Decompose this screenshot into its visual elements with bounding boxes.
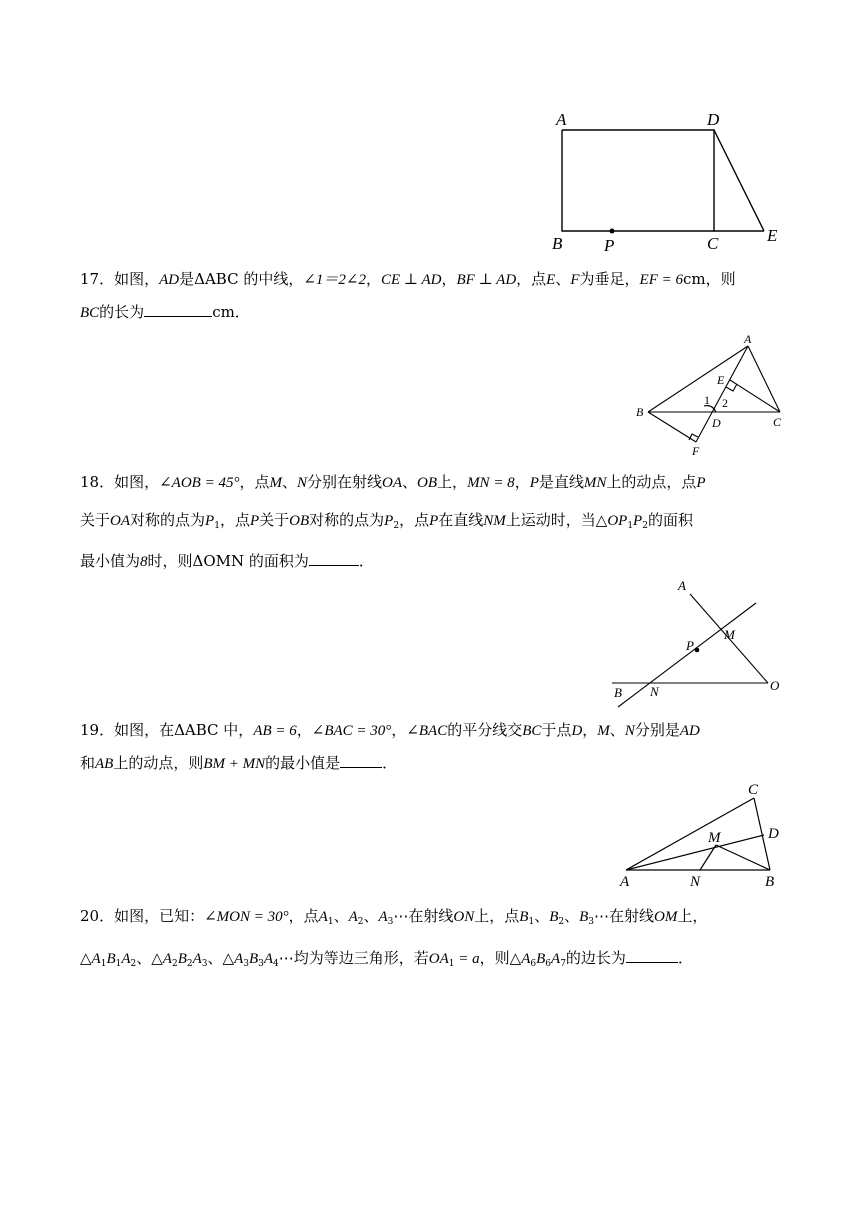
fig19-label-n: N <box>690 874 701 890</box>
figure-rectangle-abcd <box>540 100 800 260</box>
line-mn <box>618 603 756 707</box>
q20-answer-blank[interactable] <box>626 948 678 963</box>
fig18-label-n: N <box>650 684 659 699</box>
fig17-label-d: D <box>712 416 721 430</box>
fig18-label-b: B <box>614 685 622 700</box>
rect-outline <box>562 130 714 231</box>
segment-de <box>714 130 764 231</box>
q20-line-1: 20．如图，已知：∠MON = 30°，点$A_1$、$A_2$、$A_3\cdots$在射线ON上，点$B_1$、$B_2$、$B_3\cdots$在射线OM上， <box>80 907 708 927</box>
fig17-label-c: C <box>773 415 782 429</box>
q19-answer-blank[interactable] <box>340 753 382 768</box>
label-a: A <box>556 110 567 129</box>
right-angle-e <box>726 384 737 391</box>
figure-q17 <box>630 334 790 460</box>
label-b: B <box>552 234 563 253</box>
segment-ac <box>626 798 754 870</box>
fig19-label-m: M <box>708 830 721 846</box>
label-d: D <box>707 110 720 129</box>
segment-ab <box>648 346 748 412</box>
fig19-label-d: D <box>768 826 779 842</box>
q17-line-2: BC的长为 cm． <box>80 303 250 321</box>
fig19-label-a: A <box>620 874 630 890</box>
label-c: C <box>707 234 719 253</box>
fig17-label-2: 2 <box>722 396 728 410</box>
figure-q18-svg <box>600 576 800 716</box>
figure-rectangle-svg <box>540 100 800 260</box>
q17-answer-blank[interactable] <box>144 302 212 317</box>
fig17-label-e: E <box>717 373 725 387</box>
fig19-label-c: C <box>748 782 759 798</box>
fig18-label-a: A <box>678 578 686 593</box>
q19-line-1: 19．如图，在ΔABC 中，AB = 6，∠BAC = 30°，∠BAC的平分线交BC于点D，M、N分别是AD <box>80 721 700 739</box>
q18-answer-blank[interactable] <box>309 551 359 566</box>
fig18-label-p: P <box>686 638 694 653</box>
segment-bf <box>648 412 696 442</box>
label-e: E <box>767 226 778 245</box>
q18-line-2: 关于OA对称的点为$P_1$，点P关于OB对称的点为$P_2$，点P在直线NM上运动时，当$\triangle OP_1P_2$的面积 <box>80 511 693 531</box>
q18-line-3: 最小值为8时，则ΔOMN 的面积为 ． <box>80 552 374 570</box>
figure-q19 <box>612 778 792 894</box>
q20-line-2: $\triangle A_1B_1A_2$、$\triangle A_2B_2A_3$、$\triangle A_3B_3A_4\cdots$均为等边三角形，若$OA_1 = a$，则$\triangle A_6B_6A_7$的边长为 ． <box>80 949 693 969</box>
figure-q17-svg <box>630 334 790 460</box>
point-p <box>695 648 700 653</box>
fig18-label-m: M <box>724 627 735 642</box>
figure-q19-svg <box>612 778 792 894</box>
fig17-label-f: F <box>692 444 700 458</box>
q20-number: 20． <box>80 907 115 925</box>
fig17-label-a: A <box>744 332 752 346</box>
fig17-label-1: 1 <box>704 393 710 407</box>
fig19-label-b: B <box>765 874 775 890</box>
q19-line-2: 和AB上的动点，则BM + MN的最小值是 ． <box>80 754 398 772</box>
figure-q18 <box>600 576 800 716</box>
q19-number: 19． <box>80 721 115 739</box>
point-p <box>610 229 615 234</box>
q18-line-1: 18．如图，∠AOB = 45°，点M、N分别在射线OA、OB上，MN = 8，P是直线MN上的动点，点P <box>80 473 706 491</box>
q18-number: 18． <box>80 473 115 491</box>
fig18-label-o: O <box>770 678 780 693</box>
q17-line-1: 17．如图，AD是ΔABC 的中线，∠1＝2∠2，CE ⊥ AD，BF ⊥ AD，点E、F为垂足，EF = 6cm，则 <box>80 270 736 288</box>
segment-mb <box>716 845 770 870</box>
segment-ad <box>626 835 764 870</box>
label-p: P <box>604 236 615 255</box>
q17-number: 17． <box>80 270 115 288</box>
fig17-label-b: B <box>636 405 644 419</box>
